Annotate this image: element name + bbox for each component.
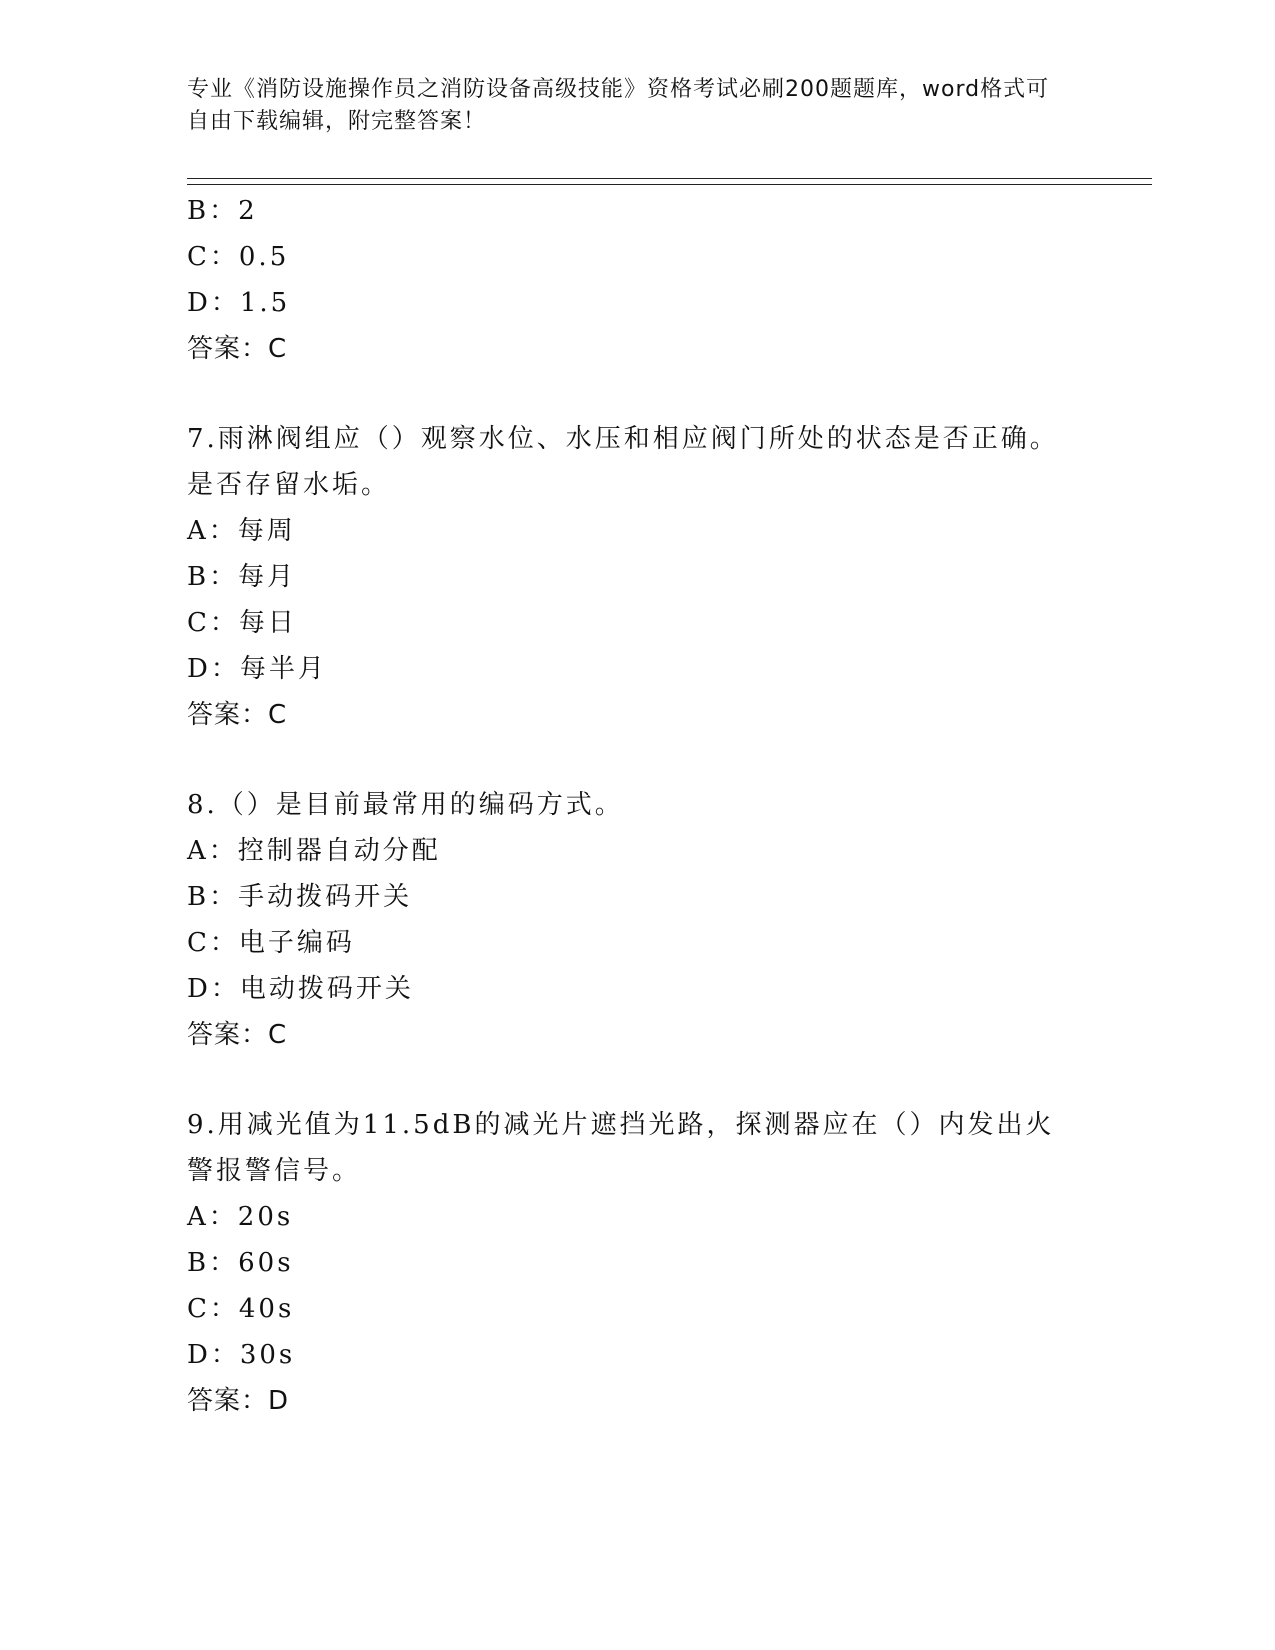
question-stem: 8.（）是目前最常用的编码方式。 — [187, 790, 624, 820]
question-stem: 7.雨淋阀组应（）观察水位、水压和相应阀门所处的状态是否正确。是否存留水垢。 — [187, 424, 1059, 500]
option-c: C：每日 — [187, 608, 297, 638]
option-d: D：30s — [187, 1340, 296, 1370]
option-b: B：2 — [187, 196, 258, 226]
option-c: C：0.5 — [187, 242, 290, 272]
question-stem: 9.用减光值为11.5dB的减光片遮挡光路，探测器应在（）内发出火警报警信号。 — [187, 1110, 1055, 1186]
document-header: 专业《消防设施操作员之消防设备高级技能》资格考试必刷200题题库，word格式可自由下载编辑，附完整答案！ — [187, 77, 1050, 134]
option-c: C：40s — [187, 1294, 295, 1324]
option-b: B：手动拨码开关 — [187, 882, 413, 912]
option-d: D：电动拨码开关 — [187, 974, 414, 1004]
question-7 — [187, 416, 1067, 738]
option-d: D：每半月 — [187, 654, 327, 684]
answer-line: 答案：D — [187, 1386, 290, 1416]
option-a: A：20s — [187, 1202, 294, 1232]
option-d: D：1.5 — [187, 288, 291, 318]
answer-line: 答案：C — [187, 334, 288, 364]
answer-line: 答案：C — [187, 700, 288, 730]
option-b: B：60s — [187, 1248, 294, 1278]
answer-line: 答案：C — [187, 1020, 288, 1050]
header-divider — [187, 178, 1152, 185]
previous-question-tail — [187, 188, 1067, 372]
question-9 — [187, 1102, 1067, 1424]
option-a: A：控制器自动分配 — [187, 836, 441, 866]
question-8 — [187, 782, 1067, 1058]
option-b: B：每月 — [187, 562, 297, 592]
option-a: A：每周 — [187, 516, 296, 546]
option-c: C：电子编码 — [187, 928, 355, 958]
question-list — [187, 188, 1067, 1424]
